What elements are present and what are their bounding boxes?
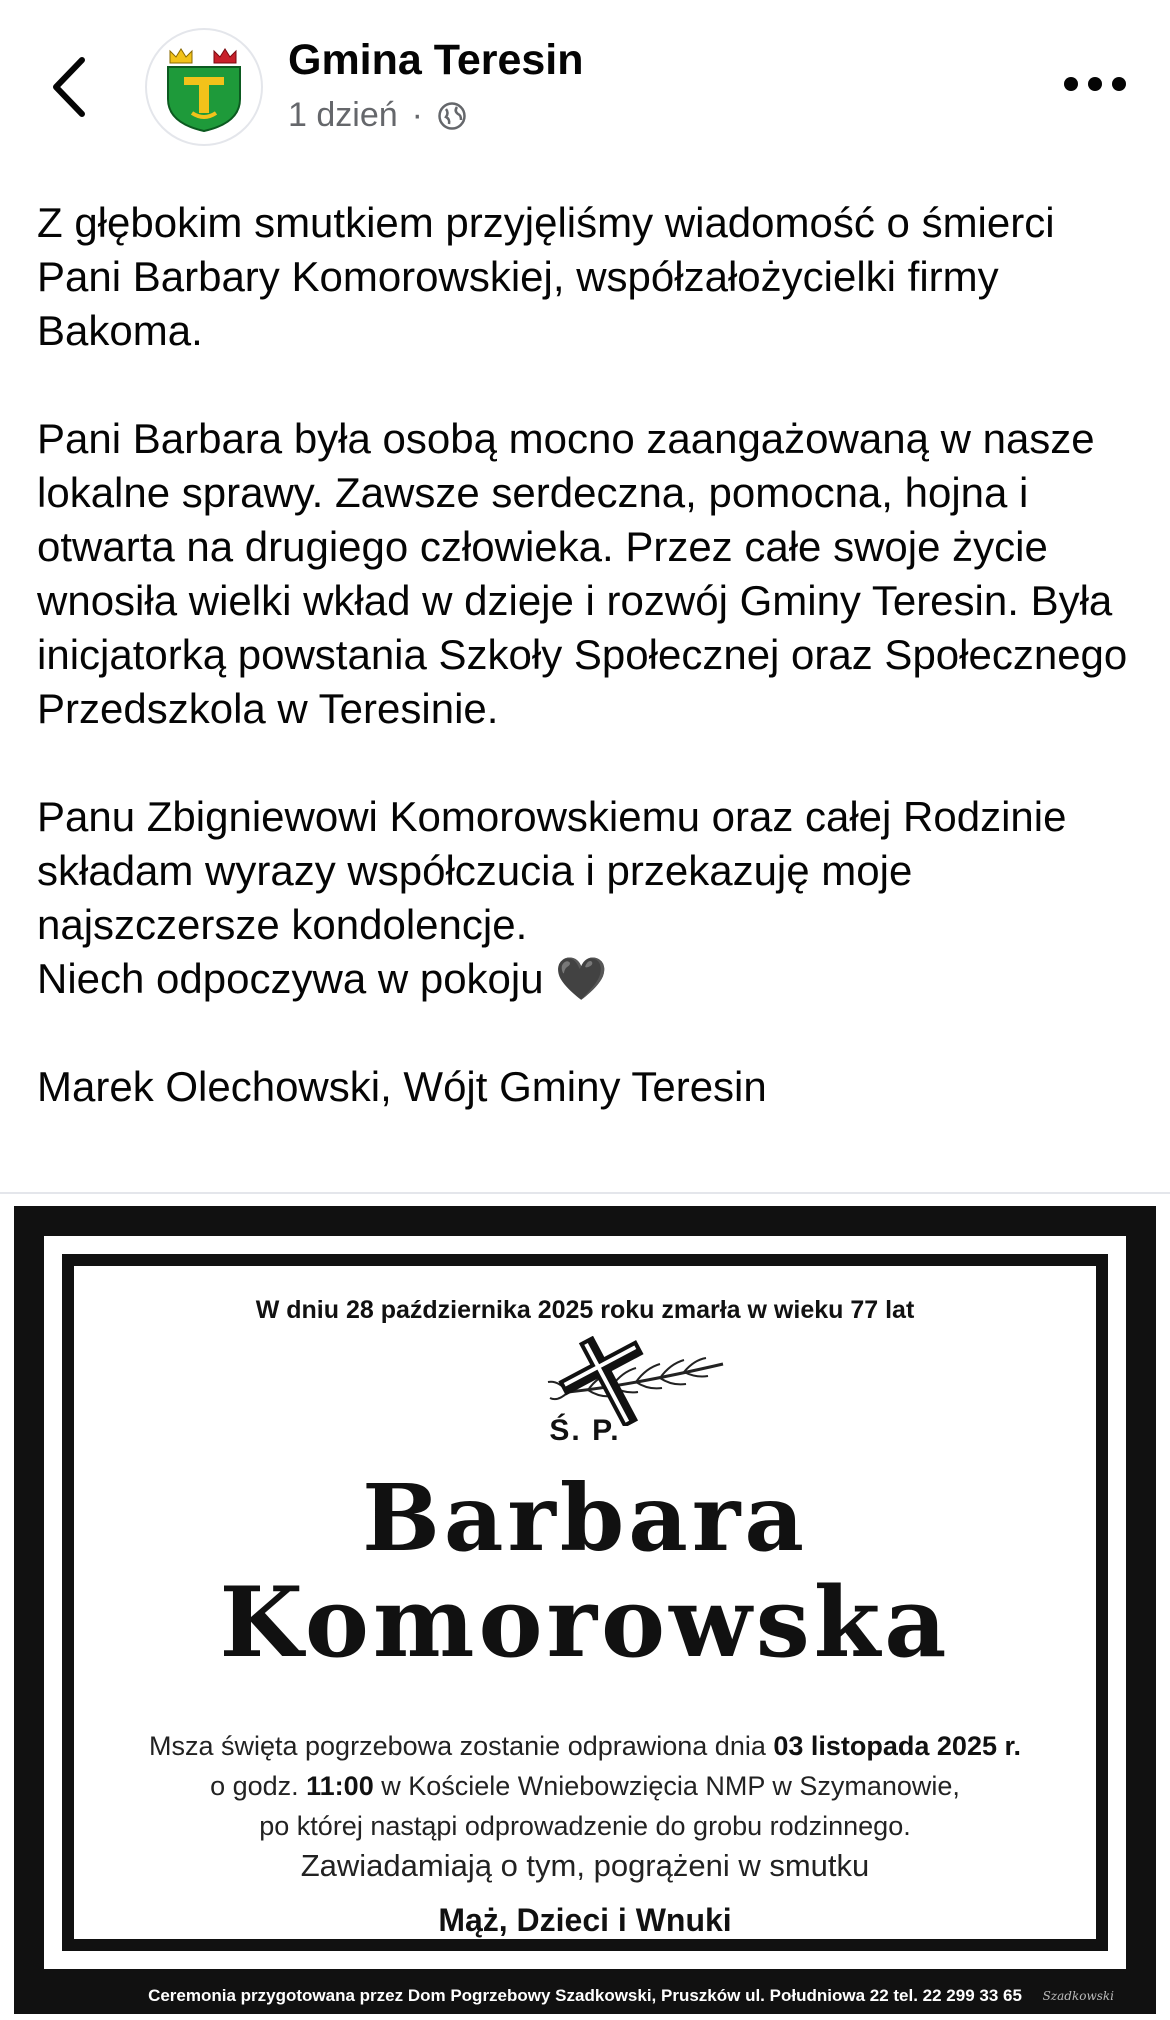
- divider: [0, 1192, 1170, 1194]
- family-signature: Mąż, Dzieci i Wnuki: [438, 1902, 732, 1938]
- cross-with-palm-icon: [508, 1336, 738, 1426]
- mass-date: 03 listopada 2025 r.: [773, 1731, 1021, 1761]
- more-horizontal-icon: [1112, 77, 1126, 91]
- page-name[interactable]: Gmina Teresin: [288, 36, 584, 84]
- funeral-home-signature-logo: Szadkowski: [1042, 1989, 1114, 2003]
- mass-time: 11:00: [306, 1771, 374, 1801]
- funeral-home-footer: Ceremonia przygotowana przez Dom Pogrzebowy Szadkowski, Pruszków ul. Południowa 22 tel. 22 299 33 65: [148, 1986, 1022, 2005]
- deceased-last-name: Komorowska: [219, 1566, 951, 1679]
- more-horizontal-icon: [1088, 77, 1102, 91]
- deceased-first-name: Barbara: [362, 1464, 808, 1572]
- back-button[interactable]: [48, 52, 92, 122]
- mass-text-a: Msza święta pogrzebowa zostanie odprawiona dnia: [148, 1731, 774, 1761]
- more-horizontal-icon: [1064, 77, 1078, 91]
- gmina-teresin-coat-of-arms-logo: [164, 41, 244, 133]
- post-body-text: Z głębokim smutkiem przyjęliśmy wiadomość o śmierci Pani Barbary Komorowskiej, współzałożycielki firmy Bakoma. Pani Barbara była osobą mocno zaangażowaną w nasze lokalne sprawy. Zawsze serdeczna, pomocna, hojna i otwarta na drugiego człowieka. Przez całe swoje życie wnosiła wielki wkład w dzieje i rozwój Gminy Teresin. Była inicjatorką powstania Szkoły Społecznej oraz Społecznego Przedszkola w Teresinie. Panu Zbigniewowi Komorowskiemu oraz całej Rodzinie składam wyrazy współczucia i przekazuję moje najszczersze kondolencje. Niech odpoczywa w pokoju 🖤 Marek Olechowski, Wójt Gminy Teresin: [37, 199, 1128, 1110]
- obituary-card: [44, 1236, 1126, 1969]
- page-avatar[interactable]: [145, 28, 263, 146]
- death-date-line: W dniu 28 października 2025 roku zmarła w wieku 77 lat: [255, 1296, 915, 1324]
- obituary-image[interactable]: [14, 1206, 1156, 2014]
- globe-icon: [437, 101, 467, 131]
- more-options-button[interactable]: [1064, 72, 1126, 96]
- mass-text-d: po której nastąpi odprowadzenie do grobu rodzinnego.: [259, 1811, 911, 1841]
- mass-text-c: w Kościele Wniebowzięcia NMP w Szymanowie,: [373, 1771, 960, 1801]
- post-time[interactable]: 1 dzień: [288, 96, 398, 134]
- notification-line: Zawiadamiają o tym, pogrążeni w smutku: [300, 1848, 870, 1883]
- mass-text-b: o godz.: [210, 1771, 307, 1801]
- chevron-left-icon: [48, 52, 92, 122]
- sp-abbreviation: Ś. P.: [549, 1414, 621, 1447]
- meta-separator: ·: [411, 96, 423, 134]
- post-meta: [288, 96, 467, 135]
- funeral-mass-info: [44, 1726, 1126, 1846]
- post-header: [0, 0, 1170, 170]
